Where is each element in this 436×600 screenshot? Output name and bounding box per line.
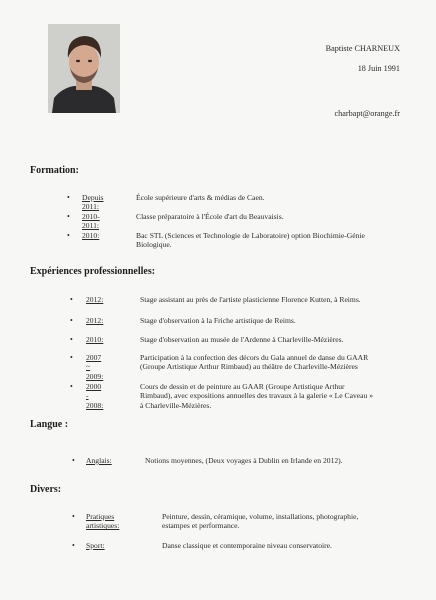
section-title-divers: Divers:	[30, 484, 62, 495]
item-text: Danse classique et contemporaine niveau conservatoire.	[162, 541, 332, 550]
email-address: charbapt@orange.fr	[334, 109, 400, 118]
item-label: 2000 - 2008:	[86, 382, 104, 410]
item-label: 2010:	[82, 231, 100, 240]
section-title-langue: Langue :	[30, 419, 69, 430]
item-label: Anglais:	[86, 456, 112, 465]
bullet-icon: •	[67, 193, 70, 202]
portrait-photo-icon	[48, 24, 120, 113]
bullet-icon: •	[72, 512, 75, 521]
item-text: Bac STL (Sciences et Technologie de Laboratoire) option Biochimie-Génie Biologique.	[136, 231, 365, 250]
bullet-icon: •	[67, 212, 70, 221]
item-text: Classe préparatoire à l'École d'art du Beauvaisis.	[136, 212, 284, 221]
bullet-icon: •	[67, 231, 70, 240]
item-text: École supérieure d'arts & médias de Caen.	[136, 193, 265, 202]
item-label: 2010:	[86, 335, 104, 344]
birth-date: 18 Juin 1991	[357, 64, 400, 73]
item-text: Stage d'observation au musée de l'Ardenne à Charleville-Mézières.	[140, 335, 344, 344]
applicant-name: Baptiste CHARNEUX	[325, 44, 400, 53]
item-text: Peinture, dessin, céramique, volume, installations, photographie, estampes et performance.	[162, 512, 359, 531]
item-text: Cours de dessin et de peinture au GAAR (Groupe Artistique Arthur Rimbaud), avec expositions annuelles des travaux à la galerie « Le Caveau » à Charleville-Mézières.	[140, 382, 374, 410]
bullet-icon: •	[70, 353, 73, 362]
bullet-icon: •	[70, 316, 73, 325]
item-text: Stage d'observation à la Friche artistique de Reims.	[140, 316, 296, 325]
item-text: Stage assistant au près de l'artiste plasticienne Florence Kutten, à Reims.	[140, 295, 361, 304]
section-title-formation: Formation:	[30, 165, 79, 176]
bullet-icon: •	[72, 541, 75, 550]
item-label: Sport:	[86, 541, 105, 550]
item-label: Depuis 2011:	[82, 193, 104, 212]
item-label: 2012:	[86, 295, 104, 304]
bullet-icon: •	[70, 295, 73, 304]
bullet-icon: •	[70, 382, 73, 391]
item-text: Participation à la confection des décors du Gala annuel de danse du GAAR (Groupe Artistique Arthur Rimbaud) au théâtre de Charleville-Mézières	[140, 353, 369, 372]
item-label: 2010-2011:	[82, 212, 100, 231]
item-label: Pratiques artistiques:	[86, 512, 120, 531]
bullet-icon: •	[72, 456, 75, 465]
item-label: 2012:	[86, 316, 104, 325]
item-label: 2007 ~ 2009:	[86, 353, 104, 381]
section-title-experiences: Expériences professionnelles:	[30, 266, 156, 277]
profile-photo	[48, 24, 120, 113]
item-text: Notions moyennes, (Deux voyages à Dublin en Irlande en 2012).	[145, 456, 343, 465]
bullet-icon: •	[70, 335, 73, 344]
